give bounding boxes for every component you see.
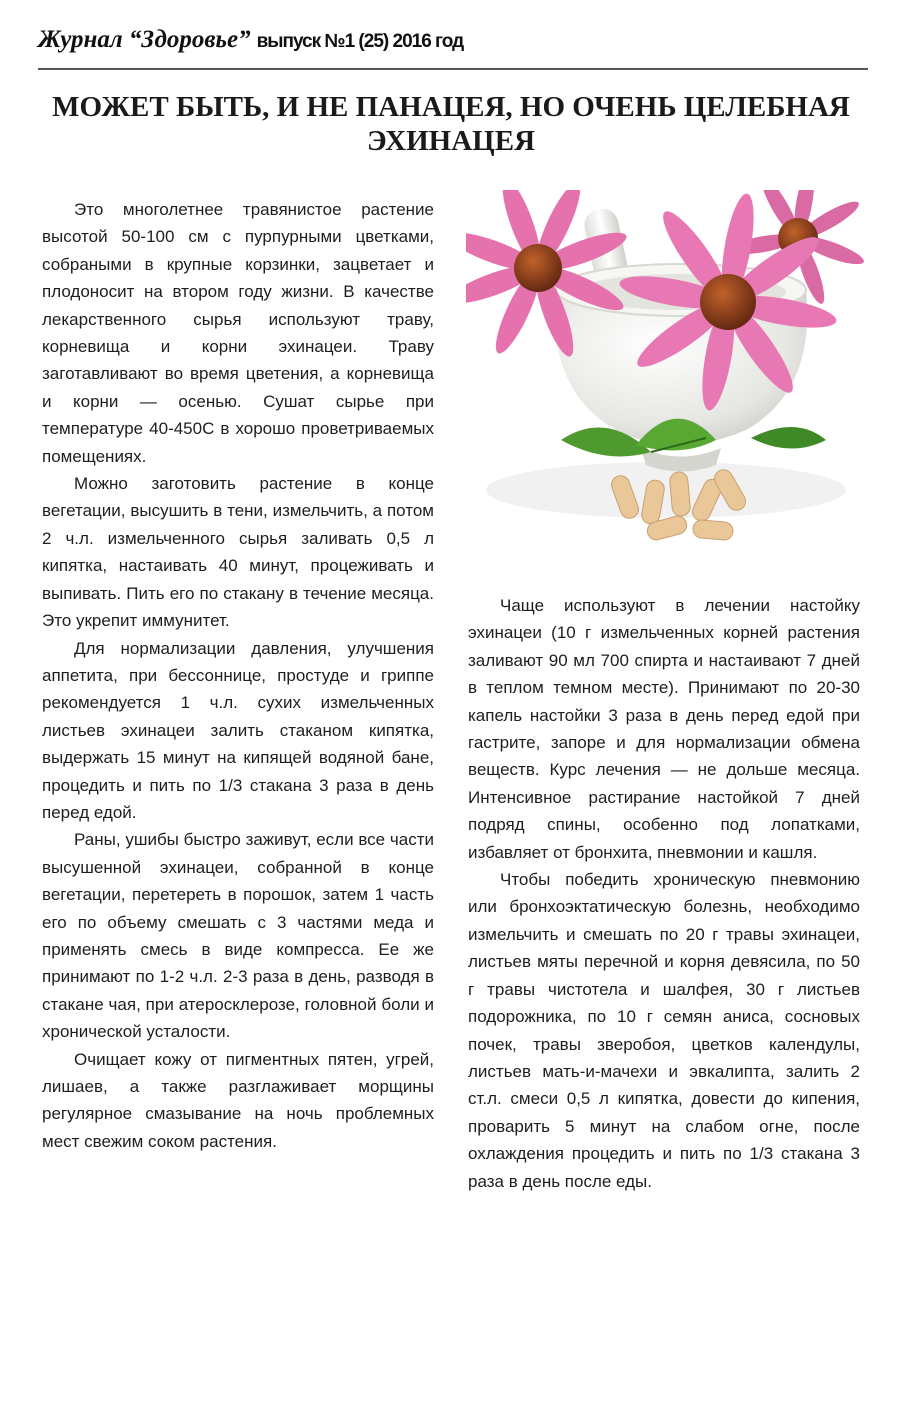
magazine-header (38, 22, 868, 70)
left-column (42, 196, 434, 1155)
paragraph: Для нормализации давления, улучшения аппетита, при бессоннице, простуде и гриппе рекомендуется 1 ч.л. сухих измельченных листьев эхинацеи залить стаканом кипятка, выдержать 15 минут на кипящей водяной бане, процедить и пить по 1/3 стакана 3 раза в день перед едой. (42, 638, 434, 822)
paragraph: Чаще используют в лечении настойку эхинацеи (10 г измельченных корней растения заливают 90 мл 700 спирта и настаивают 7 дней в теплом темном месте). Принимают по 20-30 капель настойки 3 раза в день перед едой при гастрите, запоре и для нормализации обмена веществ. Курс лечения — не дольше месяца. Интенсивное растирание настойкой 7 дней подряд спины, особенно под лопатками, избавляет от бронхита, пневмонии и кашля. (468, 596, 860, 862)
issue-info: выпуск №1 (25) 2016 год (256, 31, 464, 52)
paragraph: Раны, ушибы быстро заживут, если все части высушенной эхинацеи, собранной в конце вегетации, перетереть в порошок, затем 1 часть его по объему смешать с 3 частями меда и применять смесь в виде компресса. Ее же принимают по 1-2 ч.л. 2-3 раза в день, разводя в стакане чая, при атеросклерозе, головной боли и хронической усталости. (42, 830, 434, 1042)
article-title (40, 90, 862, 158)
title-line-2: ЭХИНАЦЕЯ (366, 125, 536, 157)
title-line-1: МОЖЕТ БЫТЬ, И НЕ ПАНАЦЕЯ, НО ОЧЕНЬ ЦЕЛЕБНАЯ (52, 91, 850, 123)
paragraph: Можно заготовить растение в конце вегетации, высушить в тени, измельчить, а потом 2 ч.л. измельченного сырья заливать 0,5 л кипятка, настаивать 40 минут, процеживать и выпивать. Пить его по стакану в течение месяца. Это укрепит иммунитет. (42, 474, 434, 631)
echinacea-photo (466, 190, 866, 580)
right-column (468, 592, 860, 1195)
magazine-name: Журнал “Здоровье” (38, 26, 251, 53)
paragraph: Это многолетнее травянистое растение высотой 50-100 см с пурпурными цветками, собраными в крупные корзинки, зацветает и плодоносит на втором году жизни. В качестве лекарственного сырья используют траву, корневища и корни эхинацеи. Траву заготавливают во время цветения, а корневища и корни — осенью. Сушат сырье при температуре 40-450С в хорошо проветриваемых помещениях. (42, 200, 434, 466)
paragraph: Очищает кожу от пигментных пятен, угрей, лишаев, а также разглаживает морщины регулярное смазывание на ночь проблемных мест свежим соком растения. (42, 1049, 434, 1151)
paragraph: Чтобы победить хроническую пневмонию или бронхоэктатическую болезнь, необходимо измельчить и смешать по 20 г травы эхинацеи, листьев мяты перечной и корня девясила, по 50 г травы чистотела и шалфея, 30 г листьев подорожника, по 10 г семян аниса, сосновых почек, травы зверобоя, цветков календулы, листьев мать-и-мачехи и эвкалипта, залить 2 ст.л. смеси 0,5 л кипятка, довести до кипения, проварить 5 минут на слабом огне, после охлаждения процедить и пить по 1/3 стакана 3 раза в день после еды. (468, 870, 860, 1191)
